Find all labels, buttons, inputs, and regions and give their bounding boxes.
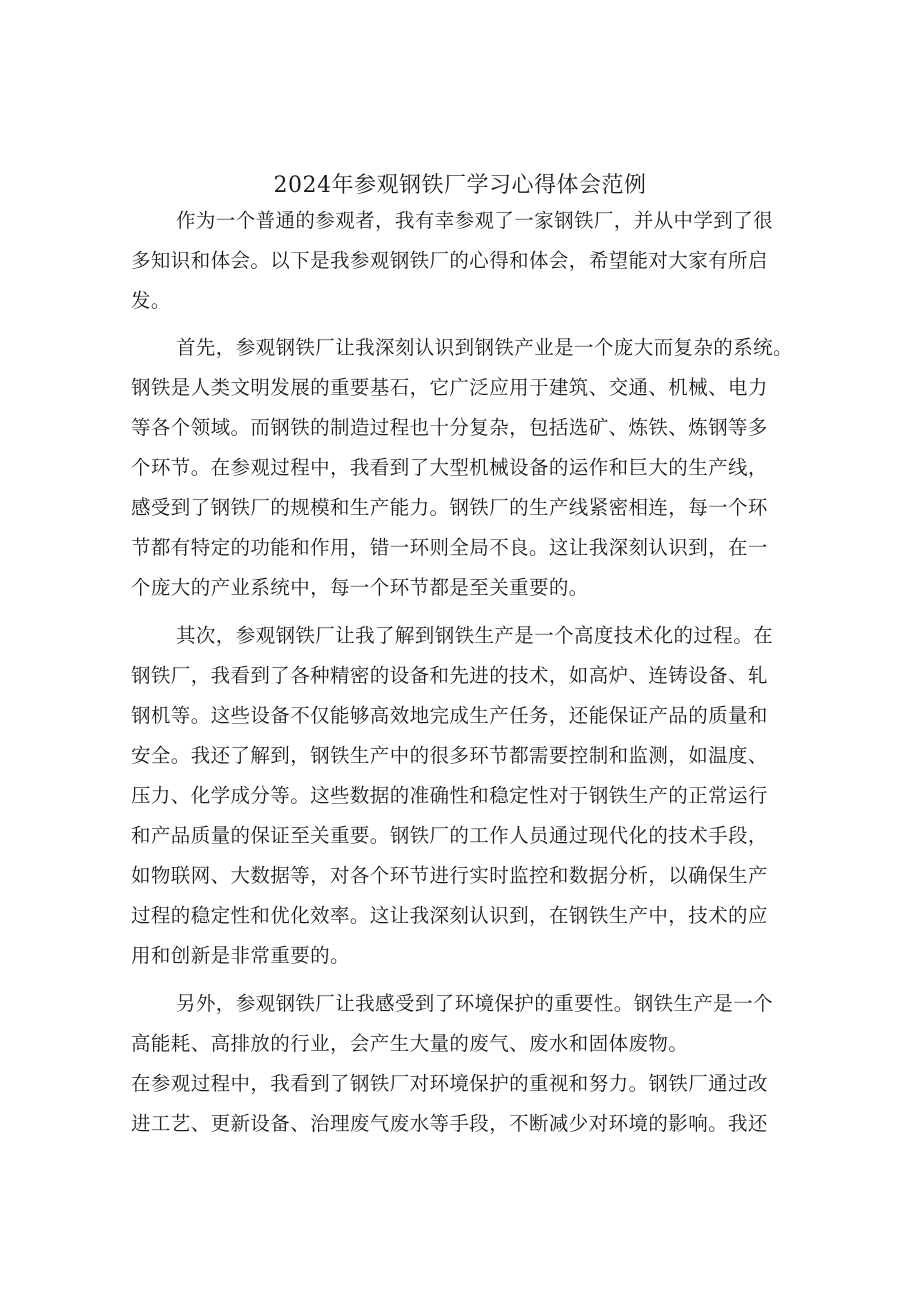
paragraph-line: 另外，参观钢铁厂让我感受到了环境保护的重要性。钢铁生产是一个	[176, 992, 774, 1015]
paragraph-line: 发。	[131, 289, 171, 312]
paragraph-line: 进工艺、更新设备、治理废气废水等手段，不断减少对环境的影响。我还	[131, 1112, 768, 1135]
paragraph-line: 感受到了钢铁厂的规模和生产能力。钢铁厂的生产线紧密相连，每一个环	[131, 496, 768, 519]
paragraph-line: 钢铁厂，我看到了各种精密的设备和先进的技术，如高炉、连铸设备、轧	[131, 664, 768, 687]
paragraph-line: 如物联网、大数据等，对各个环节进行实时监控和数据分析，以确保生产	[131, 864, 768, 887]
paragraph-line: 节都有特定的功能和作用，错一环则全局不良。这让我深刻认识到，在一	[131, 536, 768, 559]
paragraph-line: 个环节。在参观过程中，我看到了大型机械设备的运作和巨大的生产线，	[131, 456, 768, 479]
paragraph-line: 作为一个普通的参观者，我有幸参观了一家钢铁厂，并从中学到了很	[176, 209, 774, 232]
paragraph-line: 高能耗、高排放的行业，会产生大量的废气、废水和固体废物。	[131, 1032, 689, 1055]
document-title: 2024年参观钢铁厂学习心得体会范例	[273, 173, 647, 198]
paragraph-line: 在参观过程中，我看到了钢铁厂对环境保护的重视和努力。钢铁厂通过改	[131, 1072, 768, 1095]
paragraph-line: 其次，参观钢铁厂让我了解到钢铁生产是一个高度技术化的过程。在	[176, 624, 774, 647]
paragraph-line: 钢铁是人类文明发展的重要基石，它广泛应用于建筑、交通、机械、电力	[131, 376, 768, 399]
paragraph-line: 用和创新是非常重要的。	[131, 944, 350, 967]
paragraph-line: 和产品质量的保证至关重要。钢铁厂的工作人员通过现代化的技术手段，	[131, 824, 768, 847]
paragraph-line: 个庞大的产业系统中，每一个环节都是至关重要的。	[131, 576, 589, 599]
paragraph-line: 安全。我还了解到，钢铁生产中的很多环节都需要控制和监测，如温度、	[131, 744, 768, 767]
paragraph-line: 多知识和体会。以下是我参观钢铁厂的心得和体会，希望能对大家有所启	[131, 249, 768, 272]
paragraph-line: 过程的稳定性和优化效率。这让我深刻认识到，在钢铁生产中，技术的应	[131, 904, 768, 927]
paragraph-line: 等各个领域。而钢铁的制造过程也十分复杂，包括选矿、炼铁、炼钢等多	[131, 416, 768, 439]
paragraph-line: 钢机等。这些设备不仅能够高效地完成生产任务，还能保证产品的质量和	[131, 704, 768, 727]
paragraph-line: 首先，参观钢铁厂让我深刻认识到钢铁产业是一个庞大而复杂的系统。	[176, 336, 793, 359]
paragraph-line: 压力、化学成分等。这些数据的准确性和稳定性对于钢铁生产的正常运行	[131, 784, 768, 807]
